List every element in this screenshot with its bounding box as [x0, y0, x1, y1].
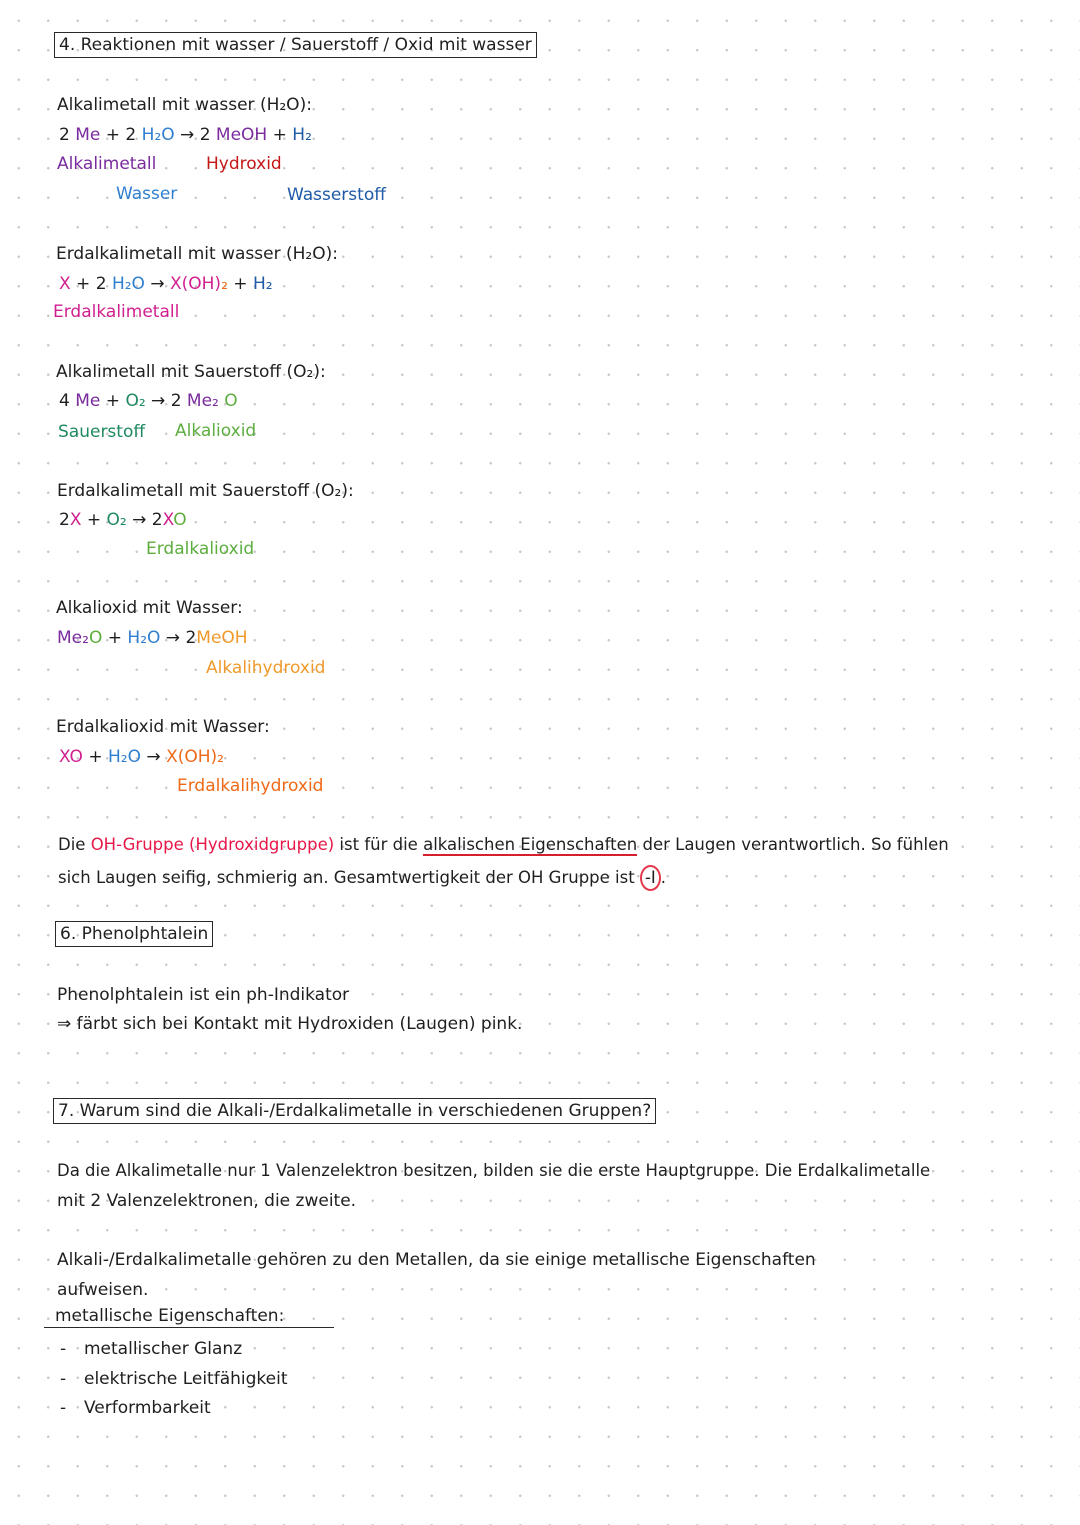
groups-paragraph-line1: Da die Alkalimetalle nur 1 Valenzelektron besitzen, bilden sie die erste Hauptgruppe. Die Erdalkalimetalle — [57, 1161, 931, 1180]
phenolphtalein-line1: Phenolphtalein ist ein ph-Indikator — [57, 985, 350, 1005]
earth-oxygen-equation: 2X + O₂ → 2XO — [59, 510, 187, 530]
metal-properties-underline — [44, 1327, 334, 1328]
label-erdalkalimetall: Erdalkalimetall — [53, 302, 180, 322]
label-erdalkalioxid: Erdalkalioxid — [146, 539, 255, 559]
alkali-oxygen-title: Alkalimetall mit Sauerstoff (O₂): — [56, 362, 326, 382]
phenolphtalein-line2: ⇒ färbt sich bei Kontakt mit Hydroxiden (Laugen) pink. — [57, 1014, 523, 1034]
earth-oxide-water-title: Erdalkalioxid mit Wasser: — [56, 717, 270, 737]
section-4-heading: 4. Reaktionen mit wasser / Sauerstoff / Oxid mit wasser — [54, 32, 537, 58]
label-alkalimetall: Alkalimetall — [57, 154, 157, 174]
alkaline-properties-term: alkalischen Eigenschaften — [423, 835, 638, 854]
earth-oxide-water-equation: XO + H₂O → X(OH)₂ — [59, 747, 224, 767]
groups-paragraph-line2: mit 2 Valenzelektronen, die zweite. — [57, 1191, 357, 1211]
property-item: - elektrische Leitfähigkeit — [60, 1369, 288, 1389]
implies-arrow: ⇒ — [57, 1014, 72, 1034]
alkali-oxygen-equation: 4 Me + O₂ → 2 Me₂ O — [59, 391, 238, 411]
earth-water-equation: X + 2 H₂O → X(OH)₂ + H₂ — [59, 274, 273, 294]
alkali-water-equation: 2 Me + 2 H₂O → 2 MeOH + H₂ — [59, 125, 312, 145]
label-alkalioxid: Alkalioxid — [175, 421, 257, 441]
metals-paragraph-line1: Alkali-/Erdalkalimetalle gehören zu den Metallen, da sie einige metallische Eigenschaften — [57, 1250, 816, 1270]
oh-paragraph-line1: Die OH-Gruppe (Hydroxidgruppe) ist für die alkalischen Eigenschaften der Laugen verantwortlich. So fühlen — [58, 835, 949, 854]
label-sauerstoff: Sauerstoff — [58, 422, 146, 442]
alkali-water-title: Alkalimetall mit wasser (H₂O): — [57, 95, 312, 115]
property-item: - metallischer Glanz — [60, 1339, 243, 1359]
earth-oxygen-title: Erdalkalimetall mit Sauerstoff (O₂): — [57, 481, 354, 501]
label-wasserstoff: Wasserstoff — [287, 185, 386, 205]
section-6-heading: 6. Phenolphtalein — [55, 921, 213, 947]
oh-paragraph-line2: sich Laugen seifig, schmierig an. Gesamtwertigkeit der OH Gruppe ist -I . — [58, 865, 666, 891]
metal-properties-title: metallische Eigenschaften: — [55, 1306, 285, 1326]
label-erdalkalihydroxid: Erdalkalihydroxid — [177, 776, 324, 796]
oh-group-term: OH-Gruppe (Hydroxidgruppe) — [90, 835, 335, 854]
earth-water-title: Erdalkalimetall mit wasser (H₂O): — [56, 244, 338, 264]
label-hydroxid: Hydroxid — [206, 154, 282, 174]
section-7-heading: 7. Warum sind die Alkali-/Erdalkalimetalle in verschiedenen Gruppen? — [53, 1098, 656, 1124]
label-wasser: Wasser — [116, 184, 178, 204]
alkali-oxide-water-equation: Me₂O + H₂O → 2MeOH — [57, 628, 248, 648]
alkali-oxide-water-title: Alkalioxid mit Wasser: — [56, 598, 243, 618]
valence-circle: -I — [640, 865, 661, 891]
property-item: - Verformbarkeit — [60, 1398, 211, 1418]
metals-paragraph-line2: aufweisen. — [57, 1280, 149, 1300]
label-alkalihydroxid: Alkalihydroxid — [206, 658, 326, 678]
